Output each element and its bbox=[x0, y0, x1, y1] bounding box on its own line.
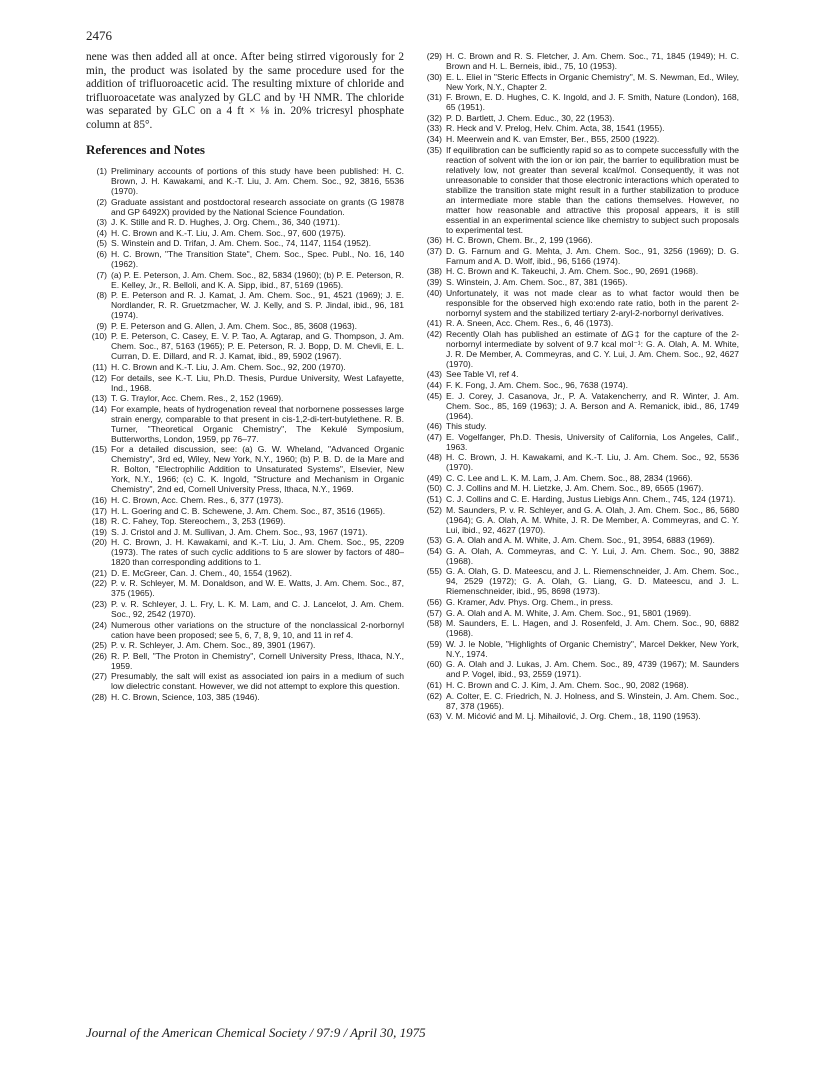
reference-text: This study. bbox=[446, 421, 487, 432]
reference-number: (48) bbox=[426, 452, 442, 463]
reference-item bbox=[86, 527, 404, 537]
reference-text: D. E. McGreer, Can. J. Chem., 40, 1554 (1962). bbox=[111, 567, 292, 578]
reference-item bbox=[421, 72, 739, 92]
reference-text: G. A. Olah, A. Commeyras, and C. Y. Lui, J. Am. Chem. Soc., 90, 3882 (1968). bbox=[446, 545, 739, 566]
reference-number: (18) bbox=[91, 516, 107, 527]
reference-number: (16) bbox=[91, 494, 107, 505]
reference-number: (47) bbox=[426, 431, 442, 442]
reference-number: (52) bbox=[426, 504, 442, 515]
reference-item bbox=[86, 197, 404, 217]
reference-item bbox=[421, 92, 739, 112]
reference-text: G. A. Olah and A. M. White, J. Am. Chem. Soc., 91, 5801 (1969). bbox=[446, 607, 692, 618]
reference-number: (10) bbox=[91, 331, 107, 342]
reference-text: C. C. Lee and L. K. M. Lam, J. Am. Chem. Soc., 88, 2834 (1966). bbox=[446, 472, 693, 483]
reference-item bbox=[421, 691, 739, 711]
reference-item bbox=[421, 483, 739, 493]
reference-number: (35) bbox=[426, 144, 442, 155]
reference-text: H. Meerwein and K. van Emster, Ber., B55, 2500 (1922). bbox=[446, 133, 660, 144]
reference-text: P. E. Peterson and G. Allen, J. Am. Chem. Soc., 85, 3608 (1963). bbox=[111, 320, 357, 331]
reference-text: G. A. Olah and J. Lukas, J. Am. Chem. Soc., 89, 4739 (1967); M. Saunders and P. Vogel, ibid., 93, 2559 (1971). bbox=[446, 659, 739, 680]
reference-item bbox=[421, 432, 739, 452]
reference-text: E. L. Eliel in "Steric Effects in Organic Chemistry", M. S. Newman, Ed., Wiley, New York, N.Y., Chapter 2. bbox=[446, 71, 739, 92]
reference-list-left bbox=[86, 166, 404, 702]
reference-item bbox=[421, 380, 739, 390]
reference-item bbox=[86, 578, 404, 598]
reference-item bbox=[421, 246, 739, 266]
reference-number: (62) bbox=[426, 690, 442, 701]
reference-item bbox=[86, 640, 404, 650]
reference-text: V. M. Mićović and M. Lj. Mihailović, J. Org. Chem., 18, 1190 (1953). bbox=[446, 711, 701, 722]
reference-list-right bbox=[421, 51, 739, 721]
reference-text: H. C. Brown and K. Takeuchi, J. Am. Chem. Soc., 90, 2691 (1968). bbox=[446, 266, 699, 277]
reference-number: (59) bbox=[426, 638, 442, 649]
reference-text: R. A. Sneen, Acc. Chem. Res., 6, 46 (1973). bbox=[446, 318, 614, 329]
reference-number: (49) bbox=[426, 472, 442, 483]
reference-text: S. Winstein and D. Trifan, J. Am. Chem. Soc., 74, 1147, 1154 (1952). bbox=[111, 238, 372, 249]
reference-text: H. C. Brown and R. S. Fletcher, J. Am. Chem. Soc., 71, 1845 (1949); H. C. Brown and H. L. Berneis, ibid., 75, 10 (1953). bbox=[446, 51, 739, 71]
reference-number: (31) bbox=[426, 92, 442, 103]
reference-text: C. J. Collins and C. E. Harding, Justus Liebigs Ann. Chem., 745, 124 (1971). bbox=[446, 494, 736, 505]
reference-item bbox=[421, 711, 739, 721]
reference-item bbox=[421, 51, 739, 71]
reference-item bbox=[421, 421, 739, 431]
reference-number: (41) bbox=[426, 318, 442, 329]
reference-text: P. E. Peterson and R. J. Kamat, J. Am. Chem. Soc., 91, 4521 (1969); J. E. Nordlander, R. R. Gruetzmacher, W. J. Kelly, and S. P. Jindal, ibid., 96, 181 (1974). bbox=[111, 290, 404, 321]
reference-text: Unfortunately, it was not made clear as to what factor would then be responsible for the observed high exo:endo rate ratio, both in the parent 2-norbornyl system and the stabilized tertiary 2-aryl-2-norbornyl derivatives. bbox=[446, 287, 739, 318]
reference-item bbox=[421, 659, 739, 679]
reference-item bbox=[86, 331, 404, 361]
reference-item bbox=[421, 566, 739, 596]
left-column bbox=[86, 51, 404, 703]
reference-number: (17) bbox=[91, 505, 107, 516]
reference-number: (36) bbox=[426, 235, 442, 246]
reference-number: (37) bbox=[426, 245, 442, 256]
reference-item bbox=[86, 620, 404, 640]
reference-number: (6) bbox=[96, 248, 107, 259]
reference-number: (19) bbox=[91, 526, 107, 537]
reference-number: (7) bbox=[96, 269, 107, 280]
reference-item bbox=[86, 362, 404, 372]
reference-item bbox=[421, 391, 739, 421]
reference-item bbox=[421, 113, 739, 123]
reference-item bbox=[86, 537, 404, 567]
reference-number: (43) bbox=[426, 369, 442, 380]
reference-text: For example, heats of hydrogenation reveal that norbornene possesses large strain energy, comparable to that present in cis-1,2-di-tert-butylethene. R. B. Turner, "Theoretical Organic Chemistry", The Kekulé Symposium, Butterworths, London, 1959, pp 76–77. bbox=[111, 403, 404, 444]
reference-text: G. A. Olah and A. M. White, J. Am. Chem. Soc., 91, 3954, 6883 (1969). bbox=[446, 535, 715, 546]
reference-text: P. E. Peterson, C. Casey, E. V. P. Tao, A. Agtarap, and G. Thompson, J. Am. Chem. Soc., 87, 5163 (1965); P. E. Peterson, R. J. Bopp, D. M. Chevli, E. L. Curran, D. E. Dillard, and R. J. Kamat, ibid., 89, 5902 (1967). bbox=[111, 331, 404, 362]
reference-number: (53) bbox=[426, 535, 442, 546]
reference-text: C. J. Collins and M. H. Lietzke, J. Am. Chem. Soc., 89, 6565 (1967). bbox=[446, 483, 704, 494]
reference-text: P. v. R. Schleyer, M. M. Donaldson, and W. E. Watts, J. Am. Chem. Soc., 87, 375 (1965). bbox=[111, 578, 404, 599]
reference-number: (32) bbox=[426, 112, 442, 123]
reference-item bbox=[421, 494, 739, 504]
section-heading: References and Notes bbox=[86, 142, 205, 157]
reference-text: Graduate assistant and postdoctoral research associate on grants (G 19878 and GP 6492X) provided by the National Science Foundation. bbox=[111, 196, 404, 217]
reference-text: A. Colter, E. C. Friedrich, N. J. Holness, and S. Winstein, J. Am. Chem. Soc., 87, 378 (1965). bbox=[446, 690, 739, 711]
reference-number: (40) bbox=[426, 287, 442, 298]
reference-item bbox=[86, 373, 404, 393]
reference-text: H. C. Brown, "The Transition State", Chem. Soc., Spec. Publ., No. 16, 140 (1962). bbox=[111, 248, 404, 269]
reference-text: S. J. Cristol and J. M. Sullivan, J. Am. Chem. Soc., 93, 1967 (1971). bbox=[111, 526, 368, 537]
reference-number: (1) bbox=[96, 166, 107, 176]
body-paragraph: nene was then added all at once. After being stirred vigorously for 2 min, the product was isolated by the same procedure used for the addition of trifluoroacetic acid. The resulting mixture of chloride and trifluoroacetate was analyzed by GLC and by ¹H NMR. The chloride was separated by GLC on a 4 ft × ⅛ in. 20% tricresyl phosphate column at 85°. bbox=[86, 51, 404, 131]
reference-text: H. C. Brown, J. H. Kawakami, and K.-T. Liu, J. Am. Chem. Soc., 95, 2209 (1973). The rates of such cyclic additions to 5 are slower by factors of 480–1820 than corresponding additions to 1. bbox=[111, 537, 404, 568]
reference-text: T. G. Traylor, Acc. Chem. Res., 2, 152 (1969). bbox=[111, 393, 284, 404]
reference-number: (58) bbox=[426, 618, 442, 629]
reference-number: (30) bbox=[426, 71, 442, 82]
reference-item bbox=[421, 369, 739, 379]
reference-item bbox=[86, 568, 404, 578]
reference-number: (24) bbox=[91, 619, 107, 630]
reference-item bbox=[421, 266, 739, 276]
reference-item bbox=[421, 535, 739, 545]
reference-item bbox=[421, 452, 739, 472]
reference-item bbox=[86, 217, 404, 227]
reference-item bbox=[86, 599, 404, 619]
page-number: 2476 bbox=[86, 28, 112, 43]
reference-text: See Table VI, ref 4. bbox=[446, 369, 519, 380]
reference-item bbox=[421, 680, 739, 690]
reference-item bbox=[86, 692, 404, 702]
reference-text: E. J. Corey, J. Casanova, Jr., P. A. Vatakencherry, and R. Winter, J. Am. Chem. Soc., 85, 169 (1963); J. A. Berson and A. Remanick, ibid., 86, 1749 (1964). bbox=[446, 390, 739, 421]
reference-item bbox=[86, 651, 404, 671]
reference-item bbox=[421, 546, 739, 566]
reference-text: P. v. R. Schleyer, J. L. Fry, L. K. M. Lam, and C. J. Lancelot, J. Am. Chem. Soc., 92, 2542 (1970). bbox=[111, 599, 404, 620]
reference-text: R. P. Bell, "The Proton in Chemistry", Cornell University Press, Ithaca, N.Y., 1959. bbox=[111, 650, 404, 671]
reference-number: (20) bbox=[91, 537, 107, 548]
reference-number: (25) bbox=[91, 640, 107, 651]
reference-item bbox=[421, 618, 739, 638]
reference-item bbox=[421, 123, 739, 133]
reference-number: (21) bbox=[91, 567, 107, 578]
reference-item bbox=[421, 235, 739, 245]
reference-number: (39) bbox=[426, 276, 442, 287]
reference-text: H. C. Brown and K.-T. Liu, J. Am. Chem. Soc., 92, 200 (1970). bbox=[111, 361, 346, 372]
reference-number: (27) bbox=[91, 671, 107, 682]
reference-text: Presumably, the salt will exist as associated ion pairs in a medium of such low dielectric constant. However, we did not attempt to explore this question. bbox=[111, 671, 404, 692]
reference-number: (44) bbox=[426, 379, 442, 390]
reference-text: H. C. Brown, Acc. Chem. Res., 6, 377 (1973). bbox=[111, 494, 284, 505]
reference-text: F. K. Fong, J. Am. Chem. Soc., 96, 7638 (1974). bbox=[446, 379, 628, 390]
reference-number: (13) bbox=[91, 393, 107, 404]
right-column bbox=[421, 51, 739, 722]
reference-item bbox=[86, 238, 404, 248]
reference-number: (60) bbox=[426, 659, 442, 670]
reference-text: Numerous other variations on the structure of the nonclassical 2-norbornyl cation have been proposed; see 5, 6, 7, 8, 9, 10, and 11 in ref 4. bbox=[111, 619, 404, 640]
reference-item bbox=[421, 608, 739, 618]
reference-number: (4) bbox=[96, 227, 107, 238]
reference-text: If equilibration can be sufficiently rapid so as to compete successfully with the reaction of solvent with the ion or ion pair, the barrier to equilibration must be relatively low, not greater than several kcal/mol. Consequently, it was not unreasonable to consider that those electronic interactions which operated to stabilize the transition state might result in a further stabilization to produce an intermediate more stable than the cations themselves. However, no matter how reasonable and attractive this proposal appears, it is still essential in an experimental science like chemistry to subject such proposals to experimental test. bbox=[446, 144, 739, 235]
reference-item bbox=[421, 318, 739, 328]
reference-item bbox=[421, 329, 739, 369]
reference-item bbox=[86, 444, 404, 494]
reference-number: (5) bbox=[96, 238, 107, 249]
reference-text: S. Winstein, J. Am. Chem. Soc., 87, 381 (1965). bbox=[446, 276, 628, 287]
reference-item bbox=[421, 505, 739, 535]
reference-number: (61) bbox=[426, 680, 442, 690]
reference-number: (63) bbox=[426, 711, 442, 722]
reference-text: For a detailed discussion, see: (a) G. W. Wheland, "Advanced Organic Chemistry", 3rd ed, Wiley, New York, N.Y., 1960; (b) P. B. D. de la Mare and R. Bolton, "Electrophilic Addition to Unsaturated Systems", Elsevier, New York, N.Y., 1966; (c) C. K. Ingold, "Structure and Mechanism in Organic Chemistry", 2nd ed, Cornell University Press, Ithaca, N.Y., 1969. bbox=[111, 444, 404, 495]
reference-text: R. Heck and V. Prelog, Helv. Chim. Acta, 38, 1541 (1955). bbox=[446, 123, 665, 134]
reference-number: (57) bbox=[426, 607, 442, 618]
reference-text: R. C. Fahey, Top. Stereochem., 3, 253 (1969). bbox=[111, 516, 286, 527]
reference-item bbox=[86, 393, 404, 403]
reference-text: H. C. Brown, Science, 103, 385 (1946). bbox=[111, 692, 260, 703]
reference-number: (50) bbox=[426, 483, 442, 494]
reference-item bbox=[86, 290, 404, 320]
reference-text: H. C. Brown and C. J. Kim, J. Am. Chem. Soc., 90, 2082 (1968). bbox=[446, 680, 689, 690]
reference-text: D. G. Farnum and G. Mehta, J. Am. Chem. Soc., 91, 3256 (1969); D. G. Farnum and A. D. Wolf, ibid., 96, 5166 (1974). bbox=[446, 245, 739, 266]
reference-text: H. C. Brown and K.-T. Liu, J. Am. Chem. Soc., 97, 600 (1975). bbox=[111, 227, 346, 238]
reference-number: (14) bbox=[91, 403, 107, 414]
reference-text: Preliminary accounts of portions of this study have been published: H. C. Brown, J. H. Kawakami, and K.-T. Liu, J. Am. Chem. Soc., 92, 3816, 5536 (1970). bbox=[111, 166, 404, 196]
reference-item bbox=[86, 404, 404, 444]
reference-text: M. Saunders, E. L. Hagen, and J. Rosenfeld, J. Am. Chem. Soc., 90, 6882 (1968). bbox=[446, 618, 739, 639]
reference-number: (42) bbox=[426, 328, 442, 339]
reference-number: (2) bbox=[96, 196, 107, 207]
reference-number: (29) bbox=[426, 51, 442, 61]
reference-item bbox=[421, 597, 739, 607]
reference-text: (a) P. E. Peterson, J. Am. Chem. Soc., 82, 5834 (1960); (b) P. E. Peterson, R. E. Kelley, Jr., R. Belloli, and K. A. Sipp, ibid., 87, 5169 (1965). bbox=[111, 269, 404, 290]
reference-number: (3) bbox=[96, 217, 107, 228]
reference-item bbox=[86, 495, 404, 505]
reference-number: (8) bbox=[96, 290, 107, 301]
reference-number: (46) bbox=[426, 421, 442, 432]
reference-number: (56) bbox=[426, 597, 442, 608]
reference-number: (9) bbox=[96, 320, 107, 331]
reference-number: (55) bbox=[426, 566, 442, 577]
reference-number: (12) bbox=[91, 372, 107, 383]
reference-text: H. C. Brown, J. H. Kawakami, and K.-T. Liu, J. Am. Chem. Soc., 92, 5536 (1970). bbox=[446, 452, 739, 473]
reference-number: (33) bbox=[426, 123, 442, 134]
reference-item bbox=[86, 516, 404, 526]
reference-text: J. K. Stille and R. D. Hughes, J. Org. Chem., 36, 340 (1971). bbox=[111, 217, 340, 228]
reference-item bbox=[86, 671, 404, 691]
reference-number: (34) bbox=[426, 133, 442, 144]
reference-item bbox=[86, 270, 404, 290]
reference-text: E. Vogelfanger, Ph.D. Thesis, University of California, Los Angeles, Calif., 1963. bbox=[446, 431, 739, 452]
reference-text: P. v. R. Schleyer, J. Am. Chem. Soc., 89, 3901 (1967). bbox=[111, 640, 316, 651]
reference-number: (45) bbox=[426, 390, 442, 401]
reference-number: (15) bbox=[91, 444, 107, 455]
reference-number: (54) bbox=[426, 545, 442, 556]
reference-number: (23) bbox=[91, 599, 107, 610]
reference-item bbox=[86, 228, 404, 238]
reference-text: F. Brown, E. D. Hughes, C. K. Ingold, and J. F. Smith, Nature (London), 168, 65 (1951). bbox=[446, 92, 739, 113]
reference-text: Recently Olah has published an estimate of ΔG‡ for the capture of the 2-norbornyl intermediate by solvent of 9.7 kcal mol⁻¹: G. A. Olah, A. M. White, J. R. De Member, A. Commeyras, and C. Y. Lui, J. Am. Chem. Soc., 92, 4627 (1970). bbox=[446, 328, 739, 369]
reference-number: (22) bbox=[91, 578, 107, 589]
reference-text: G. A. Olah, G. D. Mateescu, and J. L. Riemenschneider, J. Am. Chem. Soc., 94, 2529 (1972); G. A. Olah, G. Liang, G. D. Mateescu, and J. L. Riemenschneider, ibid., 95, 8698 (1973). bbox=[446, 566, 739, 597]
reference-number: (28) bbox=[91, 692, 107, 703]
reference-item bbox=[421, 134, 739, 144]
reference-item bbox=[421, 145, 739, 235]
reference-text: G. Kramer, Adv. Phys. Org. Chem., in press. bbox=[446, 597, 614, 608]
reference-item bbox=[421, 277, 739, 287]
reference-item bbox=[421, 473, 739, 483]
reference-text: H. L. Goering and C. B. Schewene, J. Am. Chem. Soc., 87, 3516 (1965). bbox=[111, 505, 386, 516]
reference-text: M. Saunders, P. v. R. Schleyer, and G. A. Olah, J. Am. Chem. Soc., 86, 5680 (1964); G. A. Olah, A. M. White, J. R. De Member, A. Commeyras, and C. Y. Lui, ibid., 92, 4627 (1970). bbox=[446, 504, 739, 535]
reference-text: For details, see K.-T. Liu, Ph.D. Thesis, Purdue University, West Lafayette, Ind., 1968. bbox=[111, 372, 404, 393]
reference-number: (51) bbox=[426, 494, 442, 505]
reference-item bbox=[86, 166, 404, 196]
journal-footer: Journal of the American Chemical Society / 97:9 / April 30, 1975 bbox=[86, 1025, 426, 1040]
reference-number: (26) bbox=[91, 650, 107, 661]
reference-item bbox=[421, 288, 739, 318]
reference-item bbox=[86, 249, 404, 269]
reference-text: W. J. le Noble, "Highlights of Organic Chemistry", Marcel Dekker, New York, N.Y., 1974. bbox=[446, 638, 739, 659]
reference-item bbox=[421, 639, 739, 659]
reference-item bbox=[86, 321, 404, 331]
reference-item bbox=[86, 506, 404, 516]
reference-number: (11) bbox=[92, 361, 107, 372]
reference-text: P. D. Bartlett, J. Chem. Educ., 30, 22 (1953). bbox=[446, 112, 615, 123]
reference-number: (38) bbox=[426, 266, 442, 277]
reference-text: H. C. Brown, Chem. Br., 2, 199 (1966). bbox=[446, 235, 593, 246]
